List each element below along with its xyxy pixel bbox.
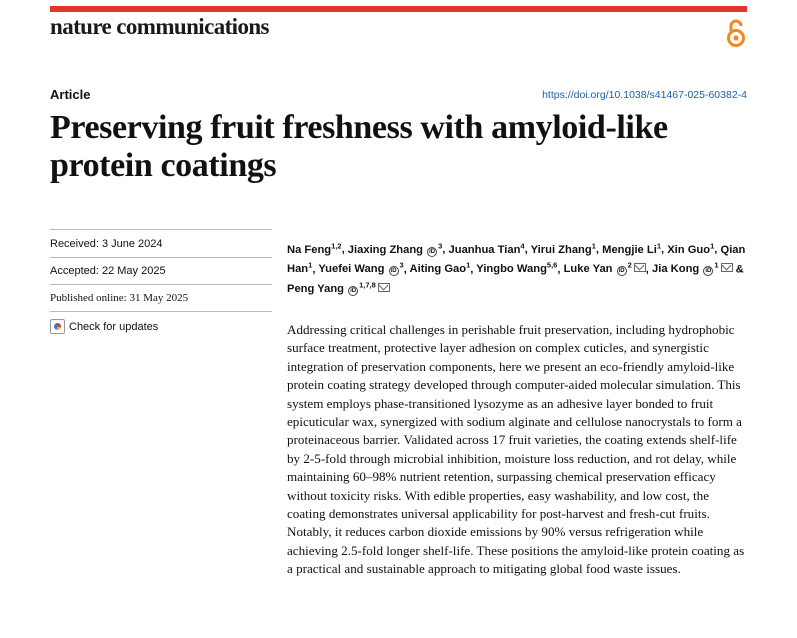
author[interactable] — [287, 280, 390, 296]
affiliation-number: 4 — [520, 241, 525, 250]
check-for-updates-button[interactable] — [50, 319, 158, 334]
author[interactable] — [530, 241, 596, 256]
doi-link[interactable]: https://doi.org/10.1038/s41467-025-60382-4 — [542, 89, 747, 101]
email-icon[interactable] — [634, 263, 646, 272]
orcid-icon[interactable]: iD — [618, 268, 625, 275]
accepted-date: Accepted: 22 May 2025 — [50, 265, 166, 277]
affiliation-number: 3 — [438, 241, 443, 250]
author-name: Jiaxing Zhang — [347, 243, 424, 256]
author[interactable] — [318, 260, 404, 276]
orcid-icon[interactable]: iD — [429, 248, 436, 255]
author-name: Yuefei Wang — [318, 263, 385, 276]
author-name: Aiting Gao — [409, 263, 467, 276]
affiliation-number: 1 — [591, 241, 596, 250]
author-list: Na Feng$^{1,2}$, Jiaxing Zhang $iD^3$, Juanhua Tian$^4$, Yirui Zhang$^1$, Mengjie Li$^1$, Xin Guo$^1$, Qian Han$^1$, Yuefei Wang $iD^3$, Aiting Gao$^1$, Yingbo Wang$^{5,6}$, Luke Yan $iD^2$ , Jia Kong $iD^1$ & Peng Yang iD$^{1,7,8}$ — [287, 241, 746, 296]
orcid-icon[interactable]: iD — [350, 288, 357, 295]
published-date: Published online: 31 May 2025 — [50, 292, 189, 304]
author-name: Peng Yang — [287, 283, 344, 296]
author[interactable] — [602, 241, 661, 256]
author[interactable] — [563, 260, 646, 276]
received-date: Received: 3 June 2024 — [50, 238, 163, 250]
author[interactable] — [448, 241, 525, 256]
author[interactable] — [667, 241, 715, 256]
divider — [50, 311, 272, 312]
author-name: Xin Guo — [667, 243, 711, 256]
journal-name: nature communications — [50, 14, 269, 39]
abstract: Addressing critical challenges in perishable fruit preservation, including hydrophobic surface treatment, protective layer adhesion on complex cuticles, and synergistic integration of preservation components, here we present an eco-friendly amyloid-like protein coating strategy developed through computer-aided molecular simulation. This system employs phase-transitioned lysozyme as an adhesive layer bonded to fruit epicuticular wax, synergized with sodium alginate and cellulose nanocrystals to form a proteinaceous barrier. Validated across 17 fruit varieties, the coating extends shelf-life by 2-5-fold through microbial inhibition, moisture loss reduction, and rot delay, while maintaining 60–98% nutrient retention, surpassing chemical preservation efficacy without toxicity risks. With edible properties, easy washability, and low cost, the coating demonstrates universal applicability for post-harvest and fresh-cut fruits. Notably, it reduces carbon dioxide emissions by 90% versus refrigeration while achieving 2.5-fold longer shelf-life. These positions the amyloid-like protein coating as a practical and sustainable approach to mitigating global food waste issues. — [287, 322, 745, 577]
author[interactable] — [287, 241, 342, 256]
author-name: Na Feng — [287, 243, 332, 256]
affiliation-number: 1 — [714, 260, 719, 270]
divider — [50, 284, 272, 285]
author[interactable] — [476, 260, 558, 276]
open-access-icon[interactable] — [724, 18, 748, 48]
author-name: Juanhua Tian — [448, 243, 521, 256]
check-updates-label: Check for updates — [69, 320, 159, 333]
divider — [50, 257, 272, 258]
author-name: Luke Yan — [563, 263, 613, 276]
author-name: Mengjie Li — [602, 243, 657, 256]
author-name: Jia Kong — [652, 263, 700, 276]
author-name: Yingbo Wang — [476, 263, 547, 276]
journal-accent-bar — [50, 6, 747, 12]
author[interactable] — [347, 241, 443, 256]
affiliation-number: 1 — [710, 241, 715, 250]
article-title: Preserving fruit freshness with amyloid-like protein coatings — [50, 109, 668, 184]
author-name: Yirui Zhang — [530, 243, 592, 256]
affiliation-number: 2 — [627, 260, 632, 270]
affiliation-number: 1,2 — [331, 241, 342, 250]
divider — [50, 229, 272, 230]
affiliation-number: 5,6 — [546, 260, 558, 270]
affiliation-number: 1 — [466, 260, 471, 270]
author-name: Qian Han — [287, 243, 746, 276]
affiliation-number: 1 — [656, 241, 661, 250]
email-icon[interactable] — [378, 283, 390, 292]
check-updates-icon — [50, 319, 65, 334]
orcid-icon[interactable]: iD — [390, 268, 397, 275]
author[interactable] — [652, 260, 733, 276]
affiliation-number: 1,7,8 — [359, 280, 376, 290]
affiliation-number: 1 — [308, 260, 313, 270]
author[interactable] — [409, 260, 471, 276]
orcid-icon[interactable]: iD — [705, 268, 712, 275]
article-type: Article — [50, 87, 91, 102]
affiliation-number: 3 — [399, 260, 404, 270]
email-icon[interactable] — [721, 263, 733, 272]
